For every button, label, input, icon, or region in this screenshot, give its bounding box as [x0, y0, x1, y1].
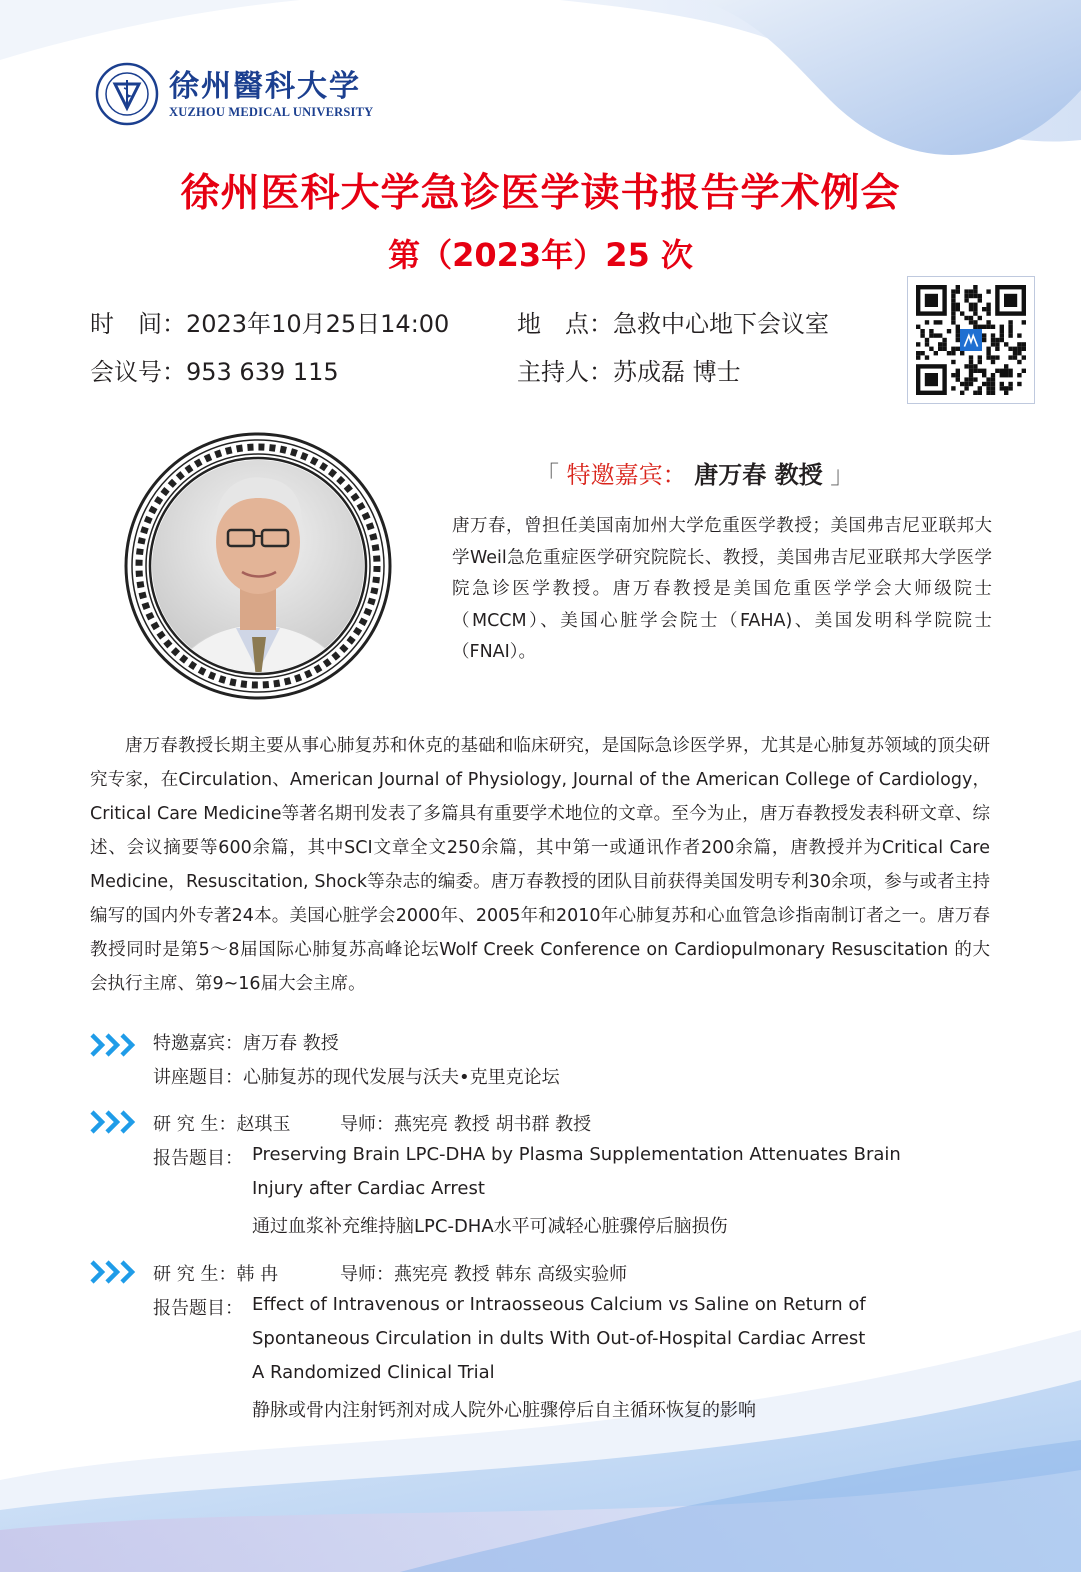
report1-mentor: 导师：燕宪亮 教授 胡书群 教授: [340, 1114, 592, 1135]
university-name-en: XUZHOU MEDICAL UNIVERSITY: [169, 104, 374, 119]
time-info: 时 间：2023年10月25日14:00: [90, 310, 450, 338]
qr-code[interactable]: [907, 276, 1035, 404]
guest-description: 唐万春教授长期主要从事心肺复苏和休克的基础和临床研究，是国际急诊医学界，尤其是心肺复苏领域的顶尖研究专家，在Circulation、American Journal of Physiology, Journal of the American College of Cardiology，Critical Care Medicine等著名期刊发表了多篇具有重要学术地位的文章。至今为止，唐万春教授发表科研文章、综述、会议摘要等600余篇，其中SCI文章全文250余篇，其中第一或通讯作者200余篇，唐教授并为Critical Care Medicine，Resuscitation, Shock等杂志的编委。唐万春教授的团队目前获得美国发明专利30余项，参与或者主持编写的国内外专著24本。美国心脏学会2000年、2005年和2010年心肺复苏和心血管急诊指南制订者之一。唐万春教授同时是第5～8届国际心肺复苏高峰论坛Wolf Creek Conference on Cardiopulmonary Resuscitation 的大会执行主席、第9~16届大会主席。: [90, 736, 990, 994]
guest-bio: 唐万春，曾担任美国南加州大学危重医学教授；美国弗吉尼亚联邦大学Weil急危重症医学研究院院长、教授，美国弗吉尼亚联邦大学医学院急诊医学教授。唐万春教授是美国危重医学学会大师级院士（MCCM）、美国心脏学会院士（FAHA)、美国发明科学院院士（FNAI）。: [452, 516, 992, 662]
bracket-open: 「: [535, 461, 559, 489]
report2-topic-label: 报告题目：: [153, 1298, 243, 1319]
featured-guest-name: 唐万春 教授: [694, 461, 823, 489]
triple-chevron-icon: [90, 1031, 140, 1059]
lecture-topic: 讲座题目：心肺复苏的现代发展与沃夫•克里克论坛: [153, 1067, 560, 1088]
university-emblem-icon: [95, 62, 159, 126]
host-info: 主持人：苏成磊 博士: [517, 358, 741, 386]
triple-chevron-icon: [90, 1108, 140, 1136]
session-number: 第（2023年）25 次: [388, 236, 693, 274]
report2-topic-en-1: Effect of Intravenous or Intraosseous Calcium vs Saline on Return of: [252, 1294, 866, 1315]
page-title: 徐州医科大学急诊医学读书报告学术例会: [180, 171, 901, 216]
featured-guest-heading: [535, 455, 854, 490]
report2-topic-en-2: Spontaneous Circulation in dults With Out-of-Hospital Cardiac Arrest: [252, 1328, 866, 1349]
triple-chevron-icon: [90, 1258, 140, 1286]
report2-mentor: 导师：燕宪亮 教授 韩东 高级实验师: [340, 1264, 628, 1285]
report1-topic-label: 报告题目：: [153, 1148, 243, 1169]
report2-topic-en-3: A Randomized Clinical Trial: [252, 1362, 495, 1383]
report1-student: 研 究 生：赵琪玉: [153, 1114, 291, 1135]
report1-topic-en-2: Injury after Cardiac Arrest: [252, 1178, 485, 1199]
guest-portrait: [124, 432, 392, 700]
report2-topic-cn: 静脉或骨内注射钙剂对成人院外心脏骤停后自主循环恢复的影响: [252, 1400, 756, 1421]
report2-student: 研 究 生：韩 冉: [153, 1264, 279, 1285]
university-name-cn: 徐州醫科大学: [169, 68, 361, 104]
featured-guest-label: 特邀嘉宾：: [566, 461, 687, 489]
lecture-guest: 特邀嘉宾：唐万春 教授: [153, 1033, 339, 1054]
meeting-id-info: 会议号：953 639 115: [90, 358, 339, 386]
report1-topic-cn: 通过血浆补充维持脑LPC-DHA水平可减轻心脏骤停后脑损伤: [252, 1216, 728, 1237]
report1-topic-en-1: Preserving Brain LPC-DHA by Plasma Supplementation Attenuates Brain: [252, 1144, 901, 1165]
bracket-close: 」: [830, 461, 855, 489]
place-info: 地 点：急救中心地下会议室: [517, 310, 829, 338]
university-logo: [95, 62, 373, 126]
